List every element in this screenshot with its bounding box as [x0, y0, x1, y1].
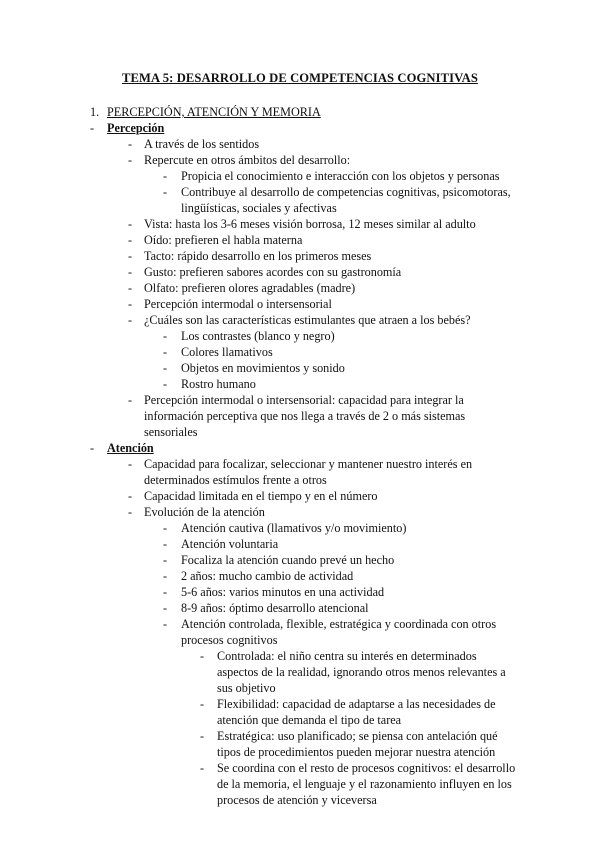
bullet-dash: - [90, 441, 95, 455]
list-item-text: Focaliza la atención cuando prevé un hecho [181, 553, 395, 567]
list-item [0, 568, 600, 584]
list-item [0, 552, 600, 568]
list-item [0, 344, 600, 360]
outline-list [0, 120, 600, 808]
list-item [0, 728, 600, 760]
list-item [0, 184, 600, 216]
list-item-text: Evolución de la atención [144, 505, 265, 519]
section-number: 1. [90, 105, 100, 119]
bullet-dash: - [163, 345, 168, 359]
list-item [0, 360, 600, 376]
list-item-text: Percepción intermodal o intersensorial: capacidad para integrar la información perceptiva que nos llega a través de 2 o más sistemas sensoriales [144, 393, 466, 439]
bullet-dash: - [200, 729, 205, 743]
document-content [0, 104, 600, 808]
outline-heading [0, 440, 600, 456]
bullet-dash: - [163, 169, 168, 183]
bullet-dash: - [128, 265, 133, 279]
list-item [0, 488, 600, 504]
bullet-dash: - [128, 393, 133, 407]
list-item-text: Propicia el conocimiento e interacción con los objetos y personas [181, 169, 500, 183]
list-item-text: Atención [107, 441, 154, 455]
list-item [0, 168, 600, 184]
list-item-text: Percepción [107, 121, 165, 135]
list-item-text: Contribuye al desarrollo de competencias cognitivas, psicomotoras, lingüísticas, sociales y afectivas [181, 185, 511, 215]
list-item-text: 2 años: mucho cambio de actividad [181, 569, 354, 583]
list-item-text: Controlada: el niño centra su interés en determinados aspectos de la realidad, ignorando otros menos relevantes a sus objetivo [217, 649, 506, 695]
list-item [0, 232, 600, 248]
list-item-text: 5-6 años: varios minutos en una actividad [181, 585, 385, 599]
list-item [0, 280, 600, 296]
list-item-text: Repercute en otros ámbitos del desarrollo: [144, 153, 351, 167]
bullet-dash: - [128, 505, 133, 519]
bullet-dash: - [128, 281, 133, 295]
bullet-dash: - [163, 553, 168, 567]
list-item [0, 696, 600, 728]
bullet-dash: - [128, 297, 133, 311]
bullet-dash: - [128, 233, 133, 247]
bullet-dash: - [200, 761, 205, 775]
bullet-dash: - [163, 585, 168, 599]
list-item-text: ¿Cuáles son las características estimulantes que atraen a los bebés? [144, 313, 471, 327]
list-item-text: 8-9 años: óptimo desarrollo atencional [181, 601, 369, 615]
bullet-dash: - [163, 569, 168, 583]
list-item-text: Tacto: rápido desarrollo en los primeros meses [144, 249, 372, 263]
bullet-dash: - [128, 249, 133, 263]
list-item [0, 504, 600, 520]
bullet-dash: - [163, 361, 168, 375]
list-item-text: Se coordina con el resto de procesos cognitivos: el desarrollo de la memoria, el lenguaje y el razonamiento influyen en los procesos de atención y viceversa [217, 761, 516, 807]
list-item [0, 392, 600, 440]
document-title: TEMA 5: DESARROLLO DE COMPETENCIAS COGNITIVAS [122, 71, 478, 85]
bullet-dash: - [128, 489, 133, 503]
bullet-dash: - [163, 185, 168, 199]
list-item-text: Estratégica: uso planificado; se piensa con antelación qué tipos de procedimientos pueden mejorar nuestra atención [217, 729, 498, 759]
list-item-text: Atención controlada, flexible, estratégica y coordinada con otros procesos cognitivos [181, 617, 497, 647]
list-item-text: Atención voluntaria [181, 537, 279, 551]
list-item [0, 152, 600, 168]
list-item [0, 536, 600, 552]
list-item-text: Oído: prefieren el habla materna [144, 233, 303, 247]
list-item [0, 760, 600, 808]
list-item-text: Rostro humano [181, 377, 256, 391]
bullet-dash: - [163, 617, 168, 631]
list-item-text: A través de los sentidos [144, 137, 260, 151]
bullet-dash: - [163, 521, 168, 535]
list-item [0, 296, 600, 312]
list-item [0, 616, 600, 648]
bullet-dash: - [128, 217, 133, 231]
list-item-text: Los contrastes (blanco y negro) [181, 329, 335, 343]
bullet-dash: - [128, 153, 133, 167]
list-item [0, 456, 600, 488]
list-item-text: Flexibilidad: capacidad de adaptarse a las necesidades de atención que demanda el tipo de tarea [217, 697, 496, 727]
list-item-text: Objetos en movimientos y sonido [181, 361, 345, 375]
list-item-text: Capacidad para focalizar, seleccionar y mantener nuestro interés en determinados estímulos frente a otros [144, 457, 473, 487]
bullet-dash: - [163, 601, 168, 615]
list-item-text: Gusto: prefieren sabores acordes con su gastronomía [144, 265, 402, 279]
list-item [0, 312, 600, 328]
list-item-text: Colores llamativos [181, 345, 273, 359]
bullet-dash: - [200, 697, 205, 711]
bullet-dash: - [90, 121, 95, 135]
outline-heading [0, 120, 600, 136]
list-item [0, 328, 600, 344]
list-item [0, 584, 600, 600]
list-item [0, 648, 600, 696]
list-item [0, 376, 600, 392]
list-item [0, 520, 600, 536]
bullet-dash: - [163, 537, 168, 551]
bullet-dash: - [128, 313, 133, 327]
list-item [0, 248, 600, 264]
list-item-text: Capacidad limitada en el tiempo y en el número [144, 489, 378, 503]
bullet-dash: - [163, 377, 168, 391]
list-item-text: Percepción intermodal o intersensorial [144, 297, 332, 311]
bullet-dash: - [128, 137, 133, 151]
list-item [0, 136, 600, 152]
bullet-dash: - [200, 649, 205, 663]
list-item-text: Vista: hasta los 3-6 meses visión borrosa, 12 meses similar al adulto [144, 217, 476, 231]
list-item-text: Atención cautiva (llamativos y/o movimiento) [181, 521, 407, 535]
bullet-dash: - [128, 457, 133, 471]
section-heading [0, 104, 600, 120]
list-item [0, 264, 600, 280]
list-item-text: Olfato: prefieren olores agradables (madre) [144, 281, 356, 295]
list-item [0, 216, 600, 232]
list-item [0, 600, 600, 616]
bullet-dash: - [163, 329, 168, 343]
section-title: PERCEPCIÓN, ATENCIÓN Y MEMORIA [107, 105, 321, 119]
